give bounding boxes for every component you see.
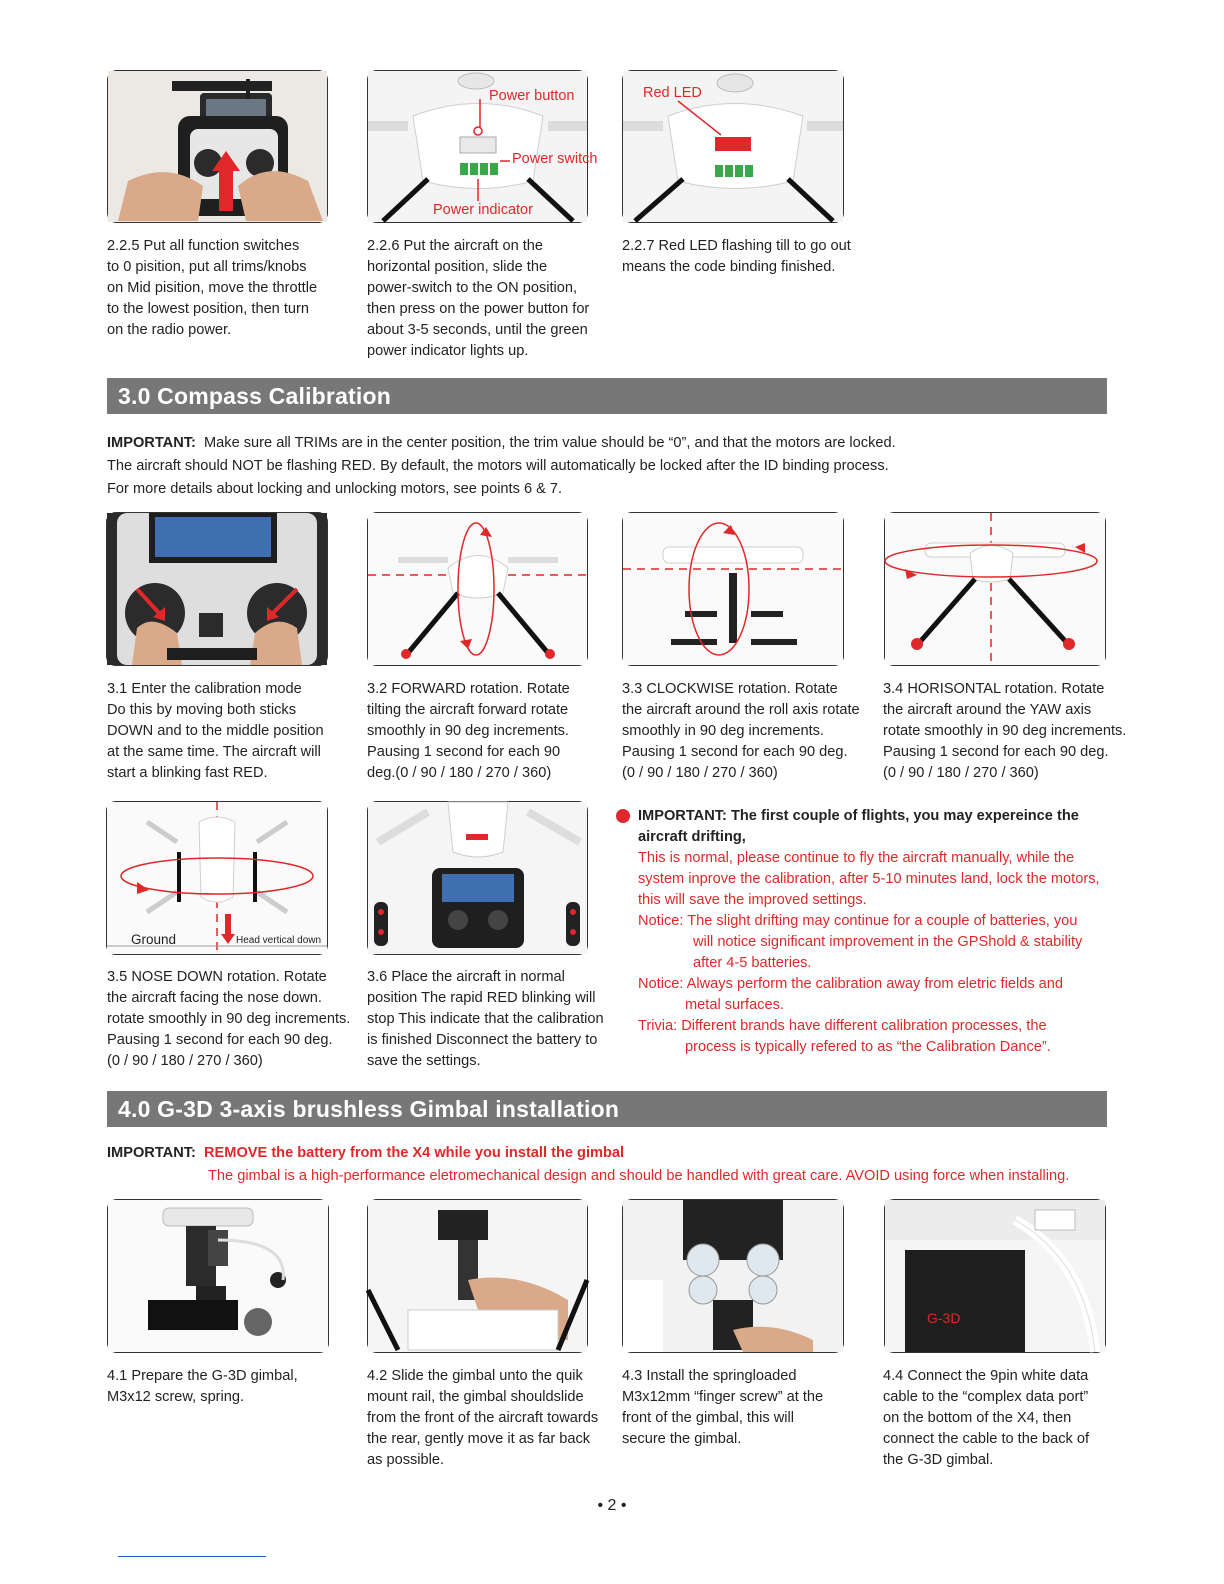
caption-3-5: 3.5 NOSE DOWN rotation. Rotate the aircraft facing the nose down. rotate smoothly in 90 deg increments. Pausing 1 second for each 90 deg. (0 / 90 / 180 / 270 / 360): [107, 969, 351, 1069]
photo-red-led: [622, 70, 844, 223]
label-red-led: Red LED: [643, 85, 702, 101]
important-label: IMPORTANT:: [107, 435, 196, 451]
caption-3-6: 3.6 Place the aircraft in normal position The rapid RED blinking will stop This indicate that the calibration is finished Disconnect the battery to save the settings.: [367, 969, 604, 1069]
caption-4-3: 4.3 Install the springloaded M3x12mm “finger screw” at the front of the gimbal, this will secure the gimbal.: [622, 1368, 824, 1447]
caption-4-4: 4.4 Connect the 9pin white data cable to the “complex data port” on the bottom of the X4, then connect the cable to the back of the G-3D gimbal.: [883, 1368, 1090, 1468]
photo-clockwise-rotation: [622, 512, 844, 666]
label-head-vertical-down: Head vertical down: [236, 935, 322, 946]
photo-data-cable: [884, 1199, 1106, 1353]
caption-3-1: 3.1 Enter the calibration mode Do this by moving both sticks DOWN and to the middle position at the same time. The aircraft will start a blinking fast RED.: [107, 681, 324, 781]
caption-2-2-5: 2.2.5 Put all function switches to 0 pisition, put all trims/knobs on Mid pisition, move the throttle to the lowest position, then turn on the radio power.: [107, 238, 318, 338]
drifting-note: IMPORTANT: The first couple of flights, you may expereince the aircraft drifting, This is normal, please continue to fly the aircraft manually, while the system inprove the calibration, after 5-10 minutes land, lock the motors, this will save the improved settings. Notice: The slight drifting may continue for a couple of batteries, you will notice significant improvement in the GPShold & stability after 4-5 batteries. Notice: Always perform the calibration away from eletric fields and metal surfaces. Trivia: Different brands have different calibration processes, the process is typically refered to as “the Calibration Dance”.: [638, 808, 1100, 1055]
caption-2-2-7: 2.2.7 Red LED flashing till to go out means the code binding finished.: [622, 238, 851, 275]
section-3-title: 3.0 Compass Calibration: [118, 383, 392, 409]
label-power-button: Power button: [489, 88, 575, 104]
caption-4-2: 4.2 Slide the gimbal unto the quik mount rail, the gimbal shouldslide from the front of the aircraft towards the rear, gently move it as far back as possible.: [367, 1368, 599, 1468]
section-4-header: [107, 1091, 1107, 1127]
photo-gimbal-slide: [367, 1199, 588, 1353]
photo-horizontal-rotation: [884, 512, 1106, 666]
section-3-important: IMPORTANT: Make sure all TRIMs are in the center position, the trim value should be “0”, and that the motors are locked. The aircraft should NOT be flashing RED. By default, the motors will automatically be locked after the ID binding process. For more details about locking and unlocking motors, see points 6 & 7.: [107, 435, 896, 497]
photo-calibration-sticks: [106, 512, 328, 666]
section-3-header: [107, 378, 1107, 414]
photo-aircraft-with-remote: [367, 801, 588, 955]
caption-3-2: 3.2 FORWARD rotation. Rotate tilting the aircraft forward rotate smoothly in 90 deg increments. Pausing 1 second for each 90 deg.(0 / 90 / 180 / 270 / 360): [367, 681, 570, 781]
section-4-important: IMPORTANT: REMOVE the battery from the X4 while you install the gimbal The gimbal is a high-performance eletromechanical design and should be handled with great care. AVOID using force when installing.: [107, 1145, 1070, 1184]
caption-3-3: 3.3 CLOCKWISE rotation. Rotate the aircraft around the roll axis rotate smoothly in 90 deg increments. Pausing 1 second for each 90 deg. (0 / 90 / 180 / 270 / 360): [622, 681, 860, 781]
footer-link-underline: [118, 1556, 266, 1557]
caption-4-1: 4.1 Prepare the G-3D gimbal, M3x12 screw, spring.: [107, 1368, 298, 1405]
photo-aircraft-power: [367, 70, 598, 223]
caption-2-2-6: 2.2.6 Put the aircraft on the horizontal position, slide the power-switch to the ON position, then press on the power button for about 3-5 seconds, until the green power indicator lights up.: [367, 238, 590, 359]
g3d-controller-label: G-3D: [927, 1310, 961, 1326]
photo-nose-down-rotation: [106, 801, 328, 955]
label-ground: Ground: [131, 932, 177, 947]
section-4-title: 4.0 G-3D 3-axis brushless Gimbal installation: [118, 1096, 620, 1122]
photo-finger-screw: [622, 1199, 844, 1353]
photo-remote-throttle: [107, 70, 328, 223]
page-number: • 2 •: [597, 1497, 627, 1514]
label-power-switch: Power switch: [512, 151, 598, 167]
photo-gimbal-parts: [107, 1199, 329, 1353]
label-power-indicator: Power indicator: [433, 202, 533, 218]
caption-3-4: 3.4 HORISONTAL rotation. Rotate the aircraft around the YAW axis rotate smoothly in 90 deg increments. Pausing 1 second for each 90 deg. (0 / 90 / 180 / 270 / 360): [883, 681, 1127, 781]
photo-forward-rotation: [367, 512, 588, 666]
